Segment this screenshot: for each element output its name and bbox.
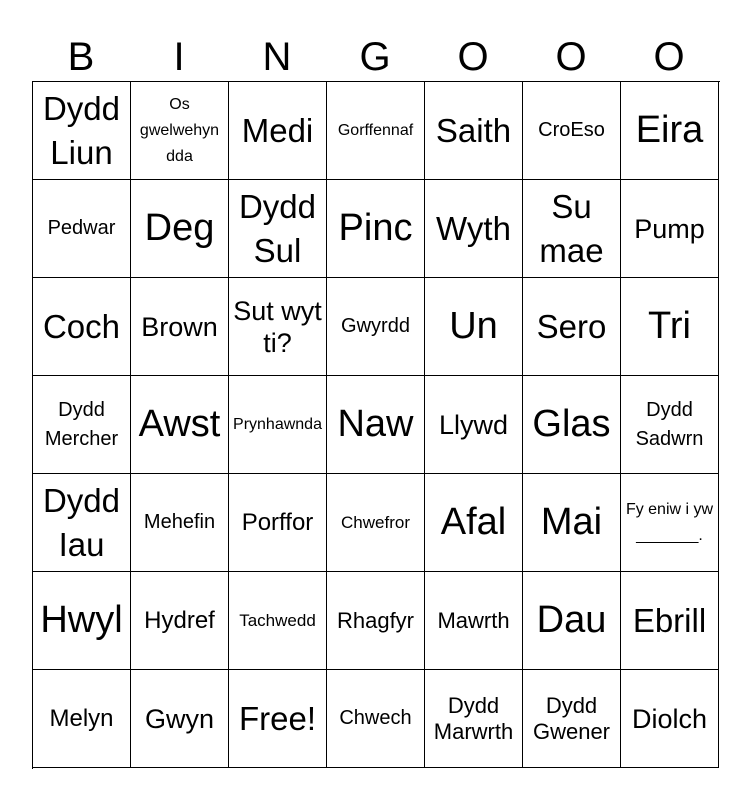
- bingo-cell-label: Chwefror: [341, 512, 410, 532]
- bingo-cell-label: Deg: [144, 207, 215, 249]
- bingo-cell-label: Gwyn: [144, 703, 215, 734]
- bingo-cell[interactable]: [327, 670, 425, 768]
- bingo-cell[interactable]: [131, 376, 229, 474]
- bingo-cell[interactable]: [327, 278, 425, 376]
- bingo-cell[interactable]: [327, 572, 425, 670]
- bingo-cell[interactable]: [33, 82, 131, 180]
- bingo-cell-label: Porffor: [241, 508, 314, 536]
- bingo-cell[interactable]: [523, 474, 621, 572]
- bingo-cell[interactable]: [131, 670, 229, 768]
- bingo-cell-label: Tri: [648, 305, 691, 347]
- bingo-cell-label: Awst: [138, 403, 221, 445]
- bingo-cell-label: Dydd Gwener: [532, 692, 611, 744]
- bingo-cell[interactable]: [523, 670, 621, 768]
- bingo-cell-label: Rhagfyr: [336, 607, 415, 633]
- bingo-cell[interactable]: [523, 572, 621, 670]
- bingo-cell[interactable]: [621, 180, 719, 278]
- bingo-cell[interactable]: [621, 572, 719, 670]
- bingo-cell[interactable]: [229, 474, 327, 572]
- bingo-cell[interactable]: [33, 180, 131, 278]
- header-letter-o-2: O: [555, 35, 587, 79]
- bingo-cell-label: Eira: [635, 109, 704, 151]
- bingo-cell-label: Prynhawnda: [233, 415, 322, 433]
- bingo-cell-label: Melyn: [49, 704, 114, 732]
- bingo-cell[interactable]: [425, 180, 523, 278]
- bingo-cell-label: Tachwedd: [239, 610, 316, 630]
- header-letter-b: B: [67, 35, 95, 79]
- bingo-cell[interactable]: [131, 572, 229, 670]
- bingo-cell-label: Mawrth: [437, 607, 510, 633]
- bingo-cell-label: Glas: [532, 403, 611, 445]
- bingo-cell-label: Saith: [435, 111, 512, 149]
- bingo-cell-label: Brown: [141, 311, 218, 342]
- bingo-cell-label: Su mae: [539, 187, 604, 269]
- bingo-cell[interactable]: [327, 82, 425, 180]
- bingo-cell[interactable]: [425, 278, 523, 376]
- bingo-cell-label: Pedwar: [47, 217, 116, 239]
- bingo-cell[interactable]: [621, 376, 719, 474]
- header-letter-i: I: [173, 35, 185, 79]
- bingo-cell-label: Os gwelwehyn dda: [139, 95, 220, 165]
- bingo-cell[interactable]: [229, 180, 327, 278]
- bingo-cell-label: Sero: [536, 307, 607, 345]
- bingo-cell[interactable]: [523, 278, 621, 376]
- bingo-cell[interactable]: [131, 474, 229, 572]
- bingo-cell-label: CroEso: [538, 119, 605, 141]
- bingo-cell[interactable]: [621, 278, 719, 376]
- bingo-cell[interactable]: [425, 572, 523, 670]
- bingo-cell-label: Llywd: [438, 409, 509, 440]
- bingo-cell[interactable]: [621, 82, 719, 180]
- bingo-cell-label: Diolch: [631, 703, 708, 734]
- bingo-cell-label: Pump: [634, 213, 705, 244]
- bingo-board: [32, 81, 720, 769]
- bingo-cell[interactable]: [229, 278, 327, 376]
- bingo-cell-label: Mai: [540, 501, 603, 543]
- bingo-cell-label: Dydd Iau: [42, 481, 121, 563]
- bingo-cell-label: Free!: [238, 699, 317, 737]
- bingo-cell-label: Medi: [241, 111, 314, 149]
- bingo-cell[interactable]: [33, 572, 131, 670]
- bingo-cell-label: Hwyl: [40, 599, 123, 641]
- bingo-cell-label: Mehefin: [143, 511, 216, 533]
- bingo-cell-label: Ebrill: [632, 601, 707, 639]
- header-letter-o-3: O: [653, 35, 685, 79]
- bingo-cell[interactable]: [523, 82, 621, 180]
- bingo-cell-label: Dydd Sul: [238, 187, 317, 269]
- header-letter-n: N: [262, 35, 292, 79]
- bingo-cell[interactable]: [327, 474, 425, 572]
- bingo-cell-label: Un: [449, 305, 498, 347]
- bingo-cell[interactable]: [523, 180, 621, 278]
- bingo-cell-label: Pinc: [338, 207, 413, 249]
- bingo-cell[interactable]: [131, 180, 229, 278]
- header-letter-o-1: O: [457, 35, 489, 79]
- header-letter-g: G: [359, 35, 391, 79]
- bingo-cell[interactable]: [621, 474, 719, 572]
- bingo-cell[interactable]: [327, 376, 425, 474]
- bingo-cell[interactable]: [33, 278, 131, 376]
- bingo-cell[interactable]: [229, 670, 327, 768]
- bingo-cell[interactable]: [425, 670, 523, 768]
- bingo-cell-label: Dydd Marwrth: [433, 692, 514, 744]
- bingo-cell[interactable]: [131, 82, 229, 180]
- bingo-cell[interactable]: [621, 670, 719, 768]
- bingo-cell[interactable]: [229, 376, 327, 474]
- bingo-cell[interactable]: [229, 572, 327, 670]
- bingo-header: [32, 32, 718, 82]
- bingo-cell[interactable]: [425, 376, 523, 474]
- bingo-cell-label: Dydd Mercher: [44, 398, 119, 450]
- bingo-cell-label: Dydd Sadwrn: [635, 398, 704, 450]
- bingo-cell-label: Coch: [42, 307, 121, 345]
- bingo-cell-label: Afal: [440, 501, 507, 543]
- bingo-cell[interactable]: [425, 474, 523, 572]
- bingo-cell[interactable]: [33, 474, 131, 572]
- bingo-cell-label: Dydd Liun: [42, 89, 121, 171]
- bingo-cell-label: Gwyrdd: [341, 315, 410, 337]
- bingo-cell-label: Gorffennaf: [337, 121, 414, 139]
- bingo-cell[interactable]: [131, 278, 229, 376]
- bingo-cell-label: Wyth: [436, 209, 511, 247]
- bingo-cell[interactable]: [425, 82, 523, 180]
- bingo-cell[interactable]: [229, 82, 327, 180]
- bingo-cell[interactable]: [33, 376, 131, 474]
- bingo-cell-label: Sut wyt ti?: [233, 295, 322, 358]
- bingo-cell[interactable]: [523, 376, 621, 474]
- bingo-cell[interactable]: [327, 180, 425, 278]
- bingo-cell[interactable]: [33, 670, 131, 768]
- bingo-cell-label: Chwech: [339, 707, 412, 729]
- bingo-cell-label: Fy eniw i yw _______.: [625, 500, 714, 544]
- bingo-cell-label: Dau: [536, 599, 607, 641]
- bingo-cell-label: Naw: [337, 403, 414, 445]
- bingo-cell-label: Hydref: [144, 606, 215, 634]
